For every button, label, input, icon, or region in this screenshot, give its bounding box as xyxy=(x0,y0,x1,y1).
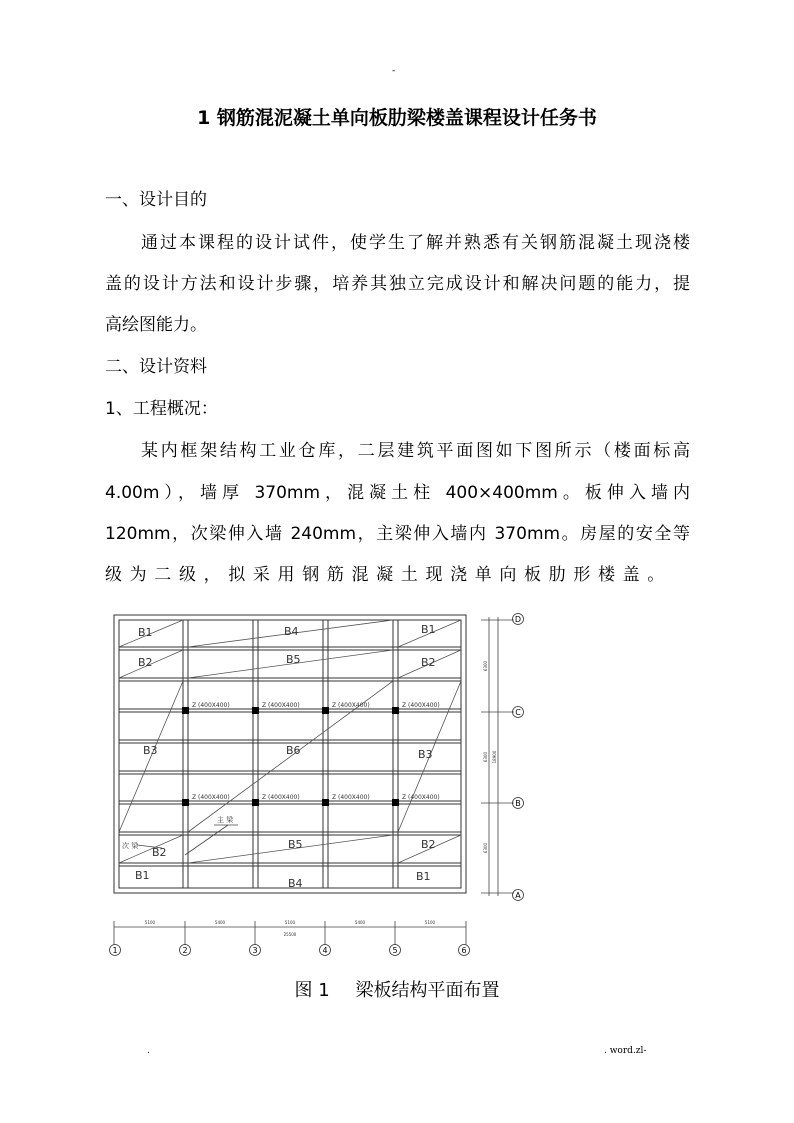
figure-number: 图 1 xyxy=(294,980,330,1001)
slab-label-b3: B3 xyxy=(143,744,158,757)
section-2-subheading: 1、工程概况： xyxy=(105,399,218,419)
slab-label-b1: B1 xyxy=(135,869,150,882)
column-axis-markers xyxy=(110,945,470,956)
column-label: Z (400X400) xyxy=(332,702,370,709)
column xyxy=(392,799,399,806)
column-label: Z (400X400) xyxy=(332,794,370,801)
slab-label-b5: B5 xyxy=(288,838,303,851)
section-2-paragraph-line-4: 级为二级，拟采用钢筋混凝土现浇单向板肋形楼盖。 xyxy=(105,565,672,585)
section-2-paragraph-line-3: 120mm，次梁伸入墙 240mm，主梁伸入墙内 370mm。房屋的安全等 xyxy=(105,524,690,544)
span-dimension: 5100 xyxy=(424,920,436,925)
figure-caption-text: 梁板结构平面布置 xyxy=(355,980,500,1001)
column-label: Z (400X400) xyxy=(402,794,440,801)
right-dimension: 6300 xyxy=(483,660,488,672)
column-axis-label: 4 xyxy=(322,946,328,955)
row-axis-markers xyxy=(513,614,524,901)
column xyxy=(322,707,329,714)
slab-label-b1: B1 xyxy=(421,623,436,636)
column-axis-label: 1 xyxy=(112,946,118,955)
span-dimension: 5400 xyxy=(354,920,366,925)
column-axis-label: 3 xyxy=(252,946,258,955)
section-2-paragraph-line-2: 4.00m），墙厚 370mm，混凝土柱 400×400mm。板伸入墙内 xyxy=(105,483,690,503)
span-dimension: 5400 xyxy=(214,920,226,925)
right-dimension: 6300 xyxy=(483,751,488,763)
slab-label-b4: B4 xyxy=(284,625,299,638)
column xyxy=(252,707,259,714)
figure-caption xyxy=(0,978,794,1004)
column-label: Z (400X400) xyxy=(262,702,300,709)
column-label: Z (400X400) xyxy=(192,702,230,709)
page-title: 1 钢筋混泥凝土单向板肋梁楼盖课程设计任务书 xyxy=(197,107,597,129)
secondary-beam-label: 次 梁 xyxy=(122,842,139,850)
slab-label-b6: B6 xyxy=(286,744,301,757)
slab-label-b3: B3 xyxy=(418,748,433,761)
section-1-paragraph-line-1: 通过本课程的设计试件，使学生了解并熟悉有关钢筋混凝土现浇楼 xyxy=(141,233,690,253)
span-dimension: 5100 xyxy=(284,920,296,925)
beam-slab-plan-drawing xyxy=(100,605,540,965)
slab-label-b2: B2 xyxy=(421,656,436,669)
column-label: Z (400X400) xyxy=(402,702,440,709)
row-axis-label: D xyxy=(514,615,522,624)
column-axis-label: 2 xyxy=(182,946,188,955)
main-beam-label: 主 梁 xyxy=(217,816,234,824)
right-dimension: 6300 xyxy=(483,842,488,854)
column-axis-label: 5 xyxy=(392,946,398,955)
column-label: Z (400X400) xyxy=(262,794,300,801)
section-1-paragraph-line-2: 盖的设计方法和设计步骤，培养其独立完成设计和解决问题的能力，提 xyxy=(105,274,690,294)
footer-left-mark: . xyxy=(147,1046,150,1056)
right-total-dimension: 18900 xyxy=(492,750,497,764)
slab-label-b1: B1 xyxy=(138,626,153,639)
span-dimension: 5100 xyxy=(144,920,156,925)
row-axis-label: A xyxy=(515,891,521,900)
row-axis-label: B xyxy=(515,799,521,808)
column xyxy=(252,799,259,806)
column xyxy=(182,799,189,806)
total-dimension: 25500 xyxy=(283,932,297,937)
column xyxy=(182,707,189,714)
slab-label-b2: B2 xyxy=(421,838,436,851)
section-2-paragraph-line-1: 某内框架结构工业仓库，二层建筑平面图如下图所示（楼面标高 xyxy=(141,441,690,461)
slab-label-b2: B2 xyxy=(152,846,167,859)
footer-right-mark: . word.zl- xyxy=(604,1046,647,1056)
column-axis-label: 6 xyxy=(461,946,467,955)
column xyxy=(392,707,399,714)
slab-label-b4: B4 xyxy=(288,877,303,890)
row-axis-label: C xyxy=(515,708,521,717)
slab-label-b5: B5 xyxy=(286,653,301,666)
column-label: Z (400X400) xyxy=(192,794,230,801)
slab-label-b2: B2 xyxy=(138,656,153,669)
header-mark: - xyxy=(392,66,396,76)
column xyxy=(322,799,329,806)
slab-label-b1: B1 xyxy=(416,870,431,883)
section-1-heading: 一、设计目的 xyxy=(105,190,207,210)
section-2-heading: 二、设计资料 xyxy=(105,357,207,377)
section-1-paragraph-line-3: 高绘图能力。 xyxy=(105,315,207,335)
